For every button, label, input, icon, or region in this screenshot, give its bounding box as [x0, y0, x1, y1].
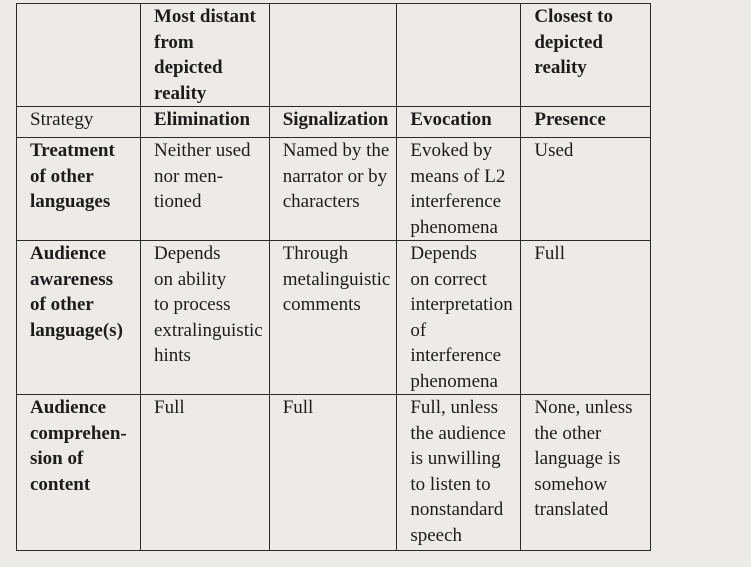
header-closest: Closest to depicted reality	[534, 6, 613, 78]
table-cell	[141, 138, 270, 241]
table-cell-empty	[397, 4, 521, 107]
awareness-elimination: Depends on ability to process extralinguistic hints	[154, 243, 263, 366]
table-cell	[269, 107, 397, 138]
header-most-distant: Most distant from depicted reality	[154, 6, 256, 104]
table-row-header	[17, 4, 651, 107]
awareness-evocation: Depends on correct interpretation of interference phenomena	[410, 243, 513, 392]
comprehension-signalization: Full	[282, 397, 314, 418]
comprehension-evocation: Full, unless the audience is unwilling to listen to nonstandard speech	[410, 397, 506, 546]
table-cell	[17, 138, 141, 241]
table-cell	[141, 4, 270, 107]
awareness-signalization: Through metalinguistic comments	[282, 243, 391, 315]
table-cell-empty	[17, 4, 141, 107]
table-cell	[521, 4, 651, 107]
table-cell	[521, 241, 651, 395]
comprehension-presence: None, unless the other language is somehow translated	[534, 397, 633, 520]
table-cell	[17, 241, 141, 395]
table-cell	[141, 107, 270, 138]
row-label-strategy: Strategy	[30, 109, 94, 130]
table-row-treatment	[17, 138, 651, 241]
strategy-signalization: Signalization	[282, 109, 389, 130]
table-cell	[397, 107, 521, 138]
table-cell	[17, 395, 141, 551]
strategy-comparison-table	[16, 3, 651, 551]
table-cell	[397, 395, 521, 551]
table-cell	[141, 395, 270, 551]
treatment-evocation: Evoked by means of L2 interference phenomena	[410, 140, 506, 238]
table-cell	[521, 107, 651, 138]
table-cell	[17, 107, 141, 138]
strategy-presence: Presence	[534, 109, 606, 130]
table-cell	[141, 241, 270, 395]
table-cell	[269, 241, 397, 395]
strategy-evocation: Evocation	[410, 109, 492, 130]
row-label-comprehension: Audience comprehen- sion of content	[30, 397, 127, 495]
row-label-treatment: Treatment of other languages	[30, 140, 115, 212]
table-cell	[397, 138, 521, 241]
table-cell	[397, 241, 521, 395]
table-cell	[521, 395, 651, 551]
awareness-presence: Full	[534, 243, 565, 264]
treatment-signalization: Named by the narrator or by characters	[282, 140, 390, 212]
table-cell	[269, 138, 397, 241]
treatment-presence: Used	[534, 140, 574, 161]
table-row-awareness	[17, 241, 651, 395]
table-row-comprehension	[17, 395, 651, 551]
row-label-awareness: Audience awareness of other language(s)	[30, 243, 123, 341]
table-cell-empty	[269, 4, 397, 107]
table-row-strategy	[17, 107, 651, 138]
strategy-elimination: Elimination	[154, 109, 251, 130]
comprehension-elimination: Full	[154, 397, 185, 418]
table-cell	[521, 138, 651, 241]
treatment-elimination: Neither used nor men- tioned	[154, 140, 251, 212]
table-cell	[269, 395, 397, 551]
